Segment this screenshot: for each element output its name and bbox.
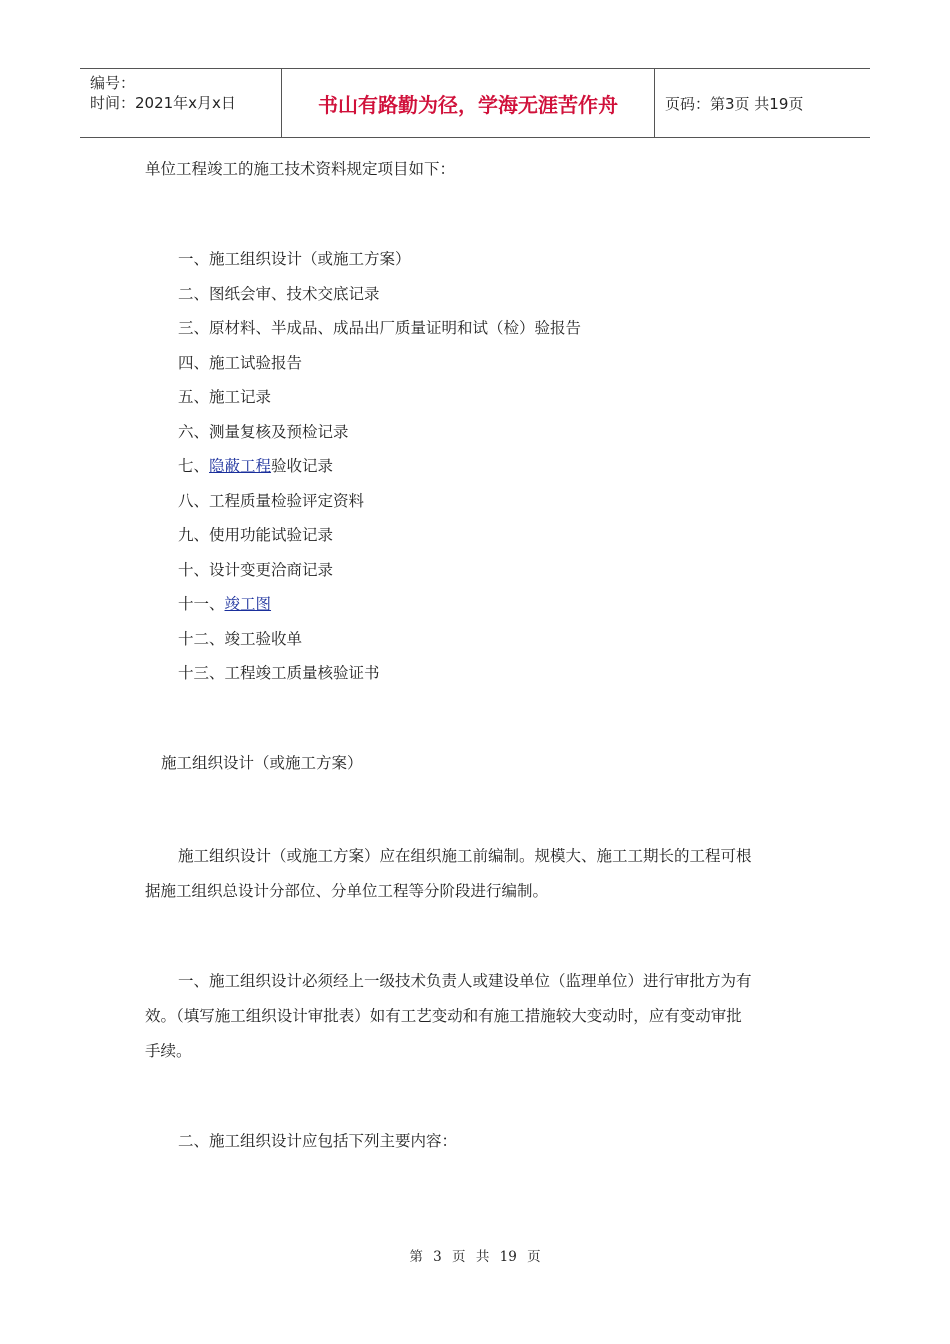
header-page-info: 页码：第3页 共19页 (665, 94, 804, 113)
list-item: 四、施工试验报告 (178, 354, 303, 372)
list-item: 十一、竣工图 (178, 595, 272, 613)
list-item: 八、工程质量检验评定资料 (178, 492, 365, 510)
header-motto-cell (282, 69, 655, 137)
footer-total-pages: 19 (499, 1249, 517, 1265)
page-header (80, 68, 870, 138)
intro-text: 单位工程竣工的施工技术资料规定项目如下： (145, 160, 456, 178)
footer-current-page: 3 (433, 1249, 442, 1265)
list-item: 六、测量复核及预检记录 (178, 423, 349, 441)
paragraph-line: 效。（填写施工组织设计审批表）如有工艺变动和有施工措施较大变动时，应有变动审批 (145, 1007, 742, 1025)
list-item: 十、设计变更洽商记录 (178, 561, 334, 579)
document-number-label: 编号： (90, 74, 136, 92)
list-item: 九、使用功能试验记录 (178, 526, 334, 544)
list-item: 三、原材料、半成品、成品出厂质量证明和试（检）验报告 (178, 319, 582, 337)
footer-word: 页 (452, 1249, 466, 1265)
paragraph-line: 施工组织设计（或施工方案）应在组织施工前编制。规模大、施工工期长的工程可根 (178, 847, 752, 865)
document-time: 时间：2021年x月x日 (90, 94, 236, 112)
list-item: 五、施工记录 (178, 388, 272, 406)
list-item: 十二、竣工验收单 (178, 630, 303, 648)
list-item: 一、施工组织设计（或施工方案） (178, 250, 411, 268)
hidden-works-link[interactable]: 隐蔽工程 (209, 457, 272, 475)
list-item: 二、图纸会审、技术交底记录 (178, 285, 380, 303)
page-footer (0, 1245, 950, 1265)
paragraph-line: 手续。 (145, 1042, 192, 1060)
paragraph-3: 二、施工组织设计应包括下列主要内容： (178, 1132, 458, 1150)
footer-word: 页 (527, 1249, 541, 1265)
header-meta (80, 69, 282, 137)
header-motto: 书山有路勤为径，学海无涯苦作舟 (318, 92, 618, 117)
list-item: 七、隐蔽工程验收记录 (178, 457, 334, 475)
paragraph-line: 一、施工组织设计必须经上一级技术负责人或建设单位（监理单位）进行审批方为有 (178, 972, 752, 990)
list-item: 十三、工程竣工质量核验证书 (178, 664, 380, 682)
paragraph-line: 据施工组织总设计分部位、分单位工程等分阶段进行编制。 (145, 882, 549, 900)
footer-word: 共 (475, 1249, 490, 1265)
as-built-drawing-link[interactable]: 竣工图 (224, 595, 272, 613)
section-title: 施工组织设计（或施工方案） (161, 754, 363, 772)
footer-word: 第 (409, 1249, 423, 1265)
